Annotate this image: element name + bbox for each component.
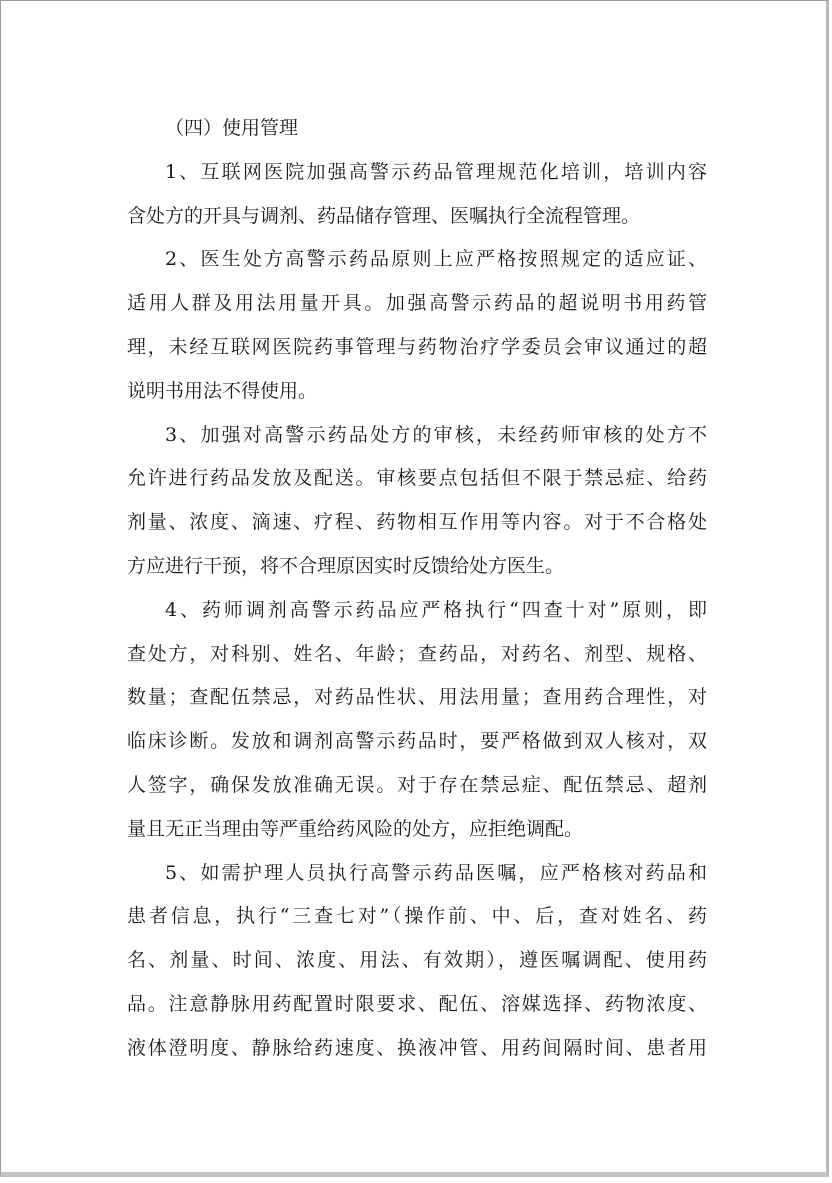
paragraph-5-line-1: 5、如需护理人员执行高警示药品医嘱，应严格核对药品和 xyxy=(165,861,707,884)
document-body xyxy=(127,107,707,1071)
paragraph-4-line-3: 数量；查配伍禁忌，对药品性状、用法用量；查用药合理性，对 xyxy=(127,686,707,709)
paragraph-1-line-2: 含处方的开具与调剂、药品储存管理、医嘱执行全流程管理。 xyxy=(127,204,641,227)
section-heading: （四）使用管理 xyxy=(165,117,299,139)
paragraph-3-line-4: 方应进行干预，将不合理原因实时反馈给处方医生。 xyxy=(127,554,565,577)
paragraph-5-line-4: 品。注意静脉用药配置时限要求、配伍、溶媒选择、药物浓度、 xyxy=(127,992,707,1015)
paragraph-2-line-3: 理，未经互联网医院药事管理与药物治疗学委员会审议通过的超 xyxy=(127,335,707,358)
paragraph-2-line-4: 说明书用法不得使用。 xyxy=(127,379,318,402)
paragraph-2-line-2: 适用人群及用法用量开具。加强高警示药品的超说明书用药管 xyxy=(127,292,707,315)
paragraph-1-line-1: 1、互联网医院加强高警示药品管理规范化培训，培训内容 xyxy=(165,160,707,183)
paragraph-4-line-4: 临床诊断。发放和调剂高警示药品时，要严格做到双人核对，双 xyxy=(127,730,707,753)
paragraph-3-line-2: 允许进行药品发放及配送。审核要点包括但不限于禁忌症、给药 xyxy=(127,467,707,490)
paragraph-4-line-6: 量且无正当理由等严重给药风险的处方，应拒绝调配。 xyxy=(127,817,584,840)
paragraph-4-line-2: 查处方，对科别、姓名、年龄；查药品，对药名、剂型、规格、 xyxy=(127,642,707,665)
paragraph-3-line-3: 剂量、浓度、滴速、疗程、药物相互作用等内容。对于不合格处 xyxy=(127,511,707,534)
paragraph-5-line-3: 名、剂量、时间、浓度、用法、有效期），遵医嘱调配、使用药 xyxy=(127,949,707,972)
paragraph-3-line-1: 3、加强对高警示药品处方的审核，未经药师审核的处方不 xyxy=(165,423,707,446)
paragraph-5-line-5: 液体澄明度、静脉给药速度、换液冲管、用药间隔时间、患者用 xyxy=(127,1036,707,1059)
paragraph-5-line-2: 患者信息，执行“三查七对”（操作前、中、后，查对姓名、药 xyxy=(127,905,707,928)
paragraph-4-line-5: 人签字，确保发放准确无误。对于存在禁忌症、配伍禁忌、超剂 xyxy=(127,773,707,796)
paragraph-4-line-1: 4、药师调剂高警示药品应严格执行“四查十对”原则，即 xyxy=(165,598,707,621)
paragraph-2-line-1: 2、医生处方高警示药品原则上应严格按照规定的适应证、 xyxy=(165,248,707,271)
